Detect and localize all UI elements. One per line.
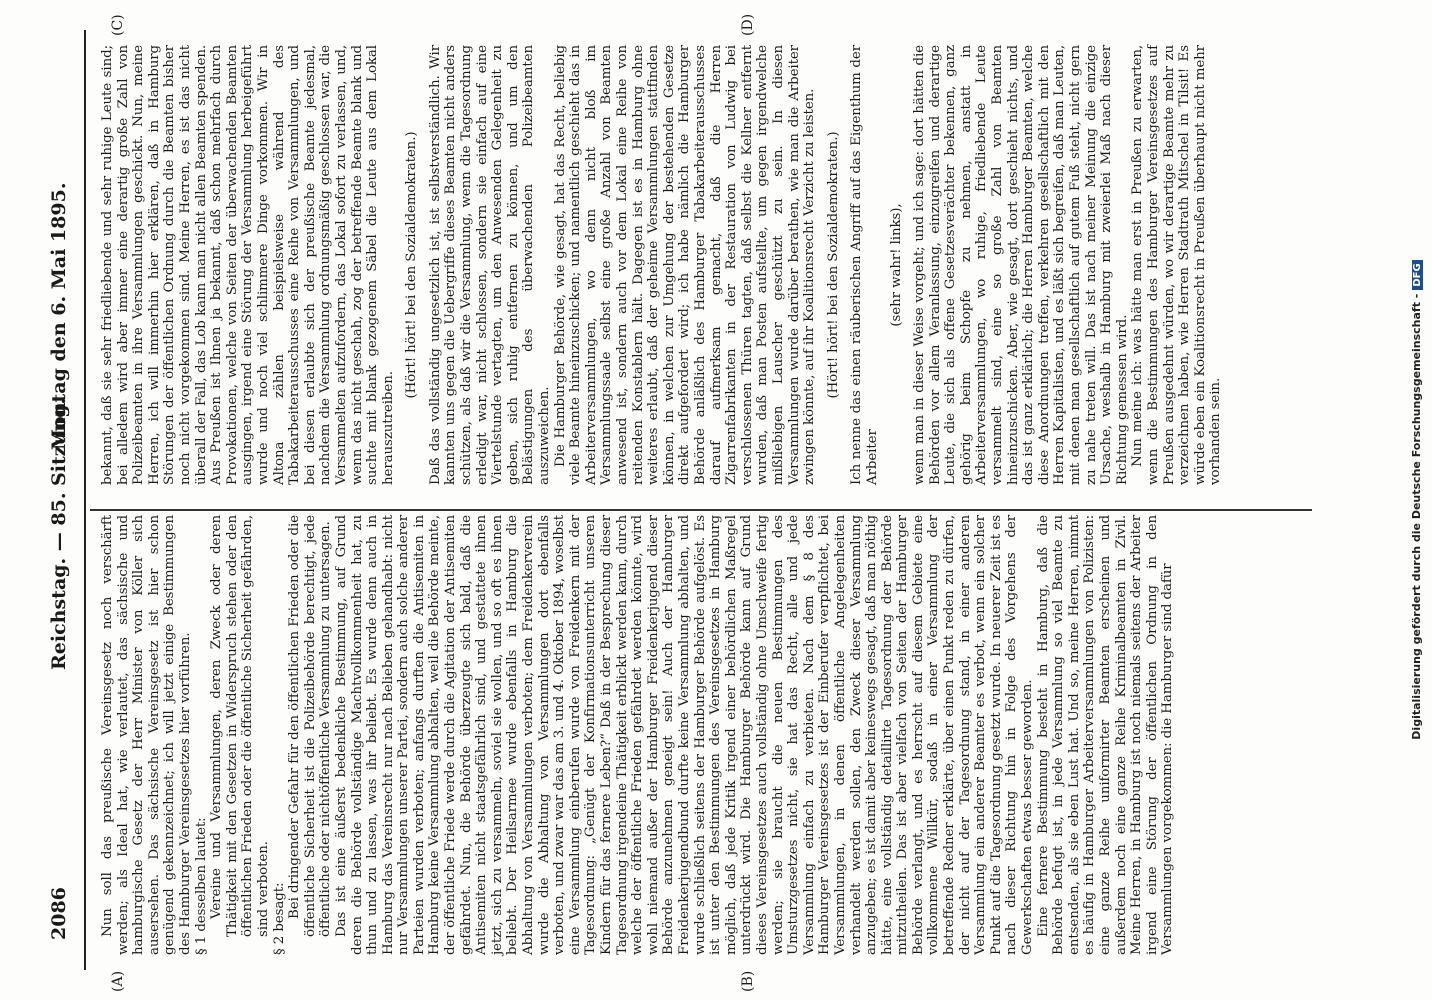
marker-c: (C) [110, 14, 126, 36]
marker-d: (D) [740, 13, 756, 36]
paragraph: Die Hamburger Behörde, wie gesagt, hat das Recht, beliebig viele Beamte hineinzuschicken; und namentlich geschieht das in Arbeiterversammlungen, wo denn nicht bloß im Versammlungssaale selbst eine große Anzahl von Beamten anwesend ist, sondern auch vor dem Lokal eine Reihe von reitenden Konstablern hält. Dagegen ist es in Hamburg ohne weiteres erlaubt, daß der geheime Versammlungen stattfinden können, in welchen zur Umgehung der bestehenden Gesetze direkt aufgefordert wird; ich habe nämlich die Hamburger Behörde anläßlich des Hamburger Tabakarbeiterausschusses darauf aufmerksam gemacht, daß die Herren Zigarrenfabrikanten in der Restauration von Ludwig bei verschlossenen Thüren tagten, daß selbst die Kellner entfernt wurden, daß man Posten aufstellte, um gegen irgendwelche mißliebigen Lauscher geschützt zu sein. In diesen Versammlungen wurde darüber berathen, wie man die Arbeiter zwingen könnte, auf ihr Koalitionsrecht Verzicht zu leisten. [552, 45, 818, 485]
paragraph: bekannt, daß sie sehr friedliebende und sehr ruhige Leute sind; bei alledem wird aber immer eine derartig große Zahl von Polizeibeamten in ihre Versammlungen geschickt. Nun, meine Herren, ich will immerhin hier erklären, daß in Hamburg Störungen der öffentlichen Ordnung durch die Beamten bisher noch nicht vorgekommen sind. Meine Herren, es ist das nicht überall der Fall, das Lob kann man nicht allen Beamten spenden. Aus Preußen ist Ihnen ja bekannt, daß schon mehrfach durch Provokationen, welche von Seiten der überwachenden Beamten ausgingen, irgend eine Störung der Versammlung herbeigeführt wurde und noch viel schlimmere Dinge vorkommen. Wir in Altona zählen beispielsweise während des Tabakarbeiterausschusses eine Reihe von Versammlungen, und bei diesen erlaubte sich der preußische Beamte jedesmal, nachdem die Versammlung ordnungsmäßig geschlossen war, die Versammelten aufzufordern, das Lokal sofort zu verlassen, und, wenn das nicht geschah, zog der betreffende Beamte blank und suchte mit blank gezogenem Säbel die Leute aus dem Lokal herauszutreiben. [100, 45, 396, 485]
paragraph: Daß das vollständig ungesetzlich ist, ist selbstverständlich. Wir kannten uns gegen die Uebergriffe dieses Beamten nicht anders schützen, als daß wir die Versammlung, wenn die Tagesordnung erledigt war, nicht schlossen, sondern sie einfach auf eine Viertelstunde vertagten, um den Anwesenden Gelegenheit zu geben, sich ruhig entfernen zu können, und um den Belästigungen des überwachenden Polizeibeamten auszuweichen. [427, 45, 553, 485]
paragraph: (Hört! hört! bei den Sozialdemokraten.) [825, 131, 841, 399]
paragraph: wenn man in dieser Weise vorgeht; und ich sage: dort hätten die Behörden vor allem Veranlassung, einzugreifen und derartige Leute, die sich als offene Gesetzesverächter bekennen, ganz gehörig beim Schopfe zu nehmen, anstatt in Arbeiterversammlungen, wo ruhige, friedliebende Leute versammelt sind, eine so große Zahl von Beamten hineinzuschicken. Aber, wie gesagt, dort geschieht nichts, und das ist ganz erklärlich; die Herren Hamburger Beamten, welche diese Anordnungen treffen, verkehren gesellschaftlich mit den Herren Kapitalisten, und es läßt sich begreifen, daß man Leuten, mit denen man gesellschaftlich auf gutem Fuß steht, nicht gern zu nahe treten will. Das ist nach meiner Meinung die einzige Ursache, weshalb in Hamburg mit zweierlei Maß nach dieser Richtung gemessen wird. [912, 45, 1130, 485]
page-number: 2086 [48, 887, 70, 940]
marker-b: (B) [740, 970, 756, 992]
paragraph: Nun meine ich: was hätte man erst in Preußen zu erwarten, wenn die Bestimmungen des Hamburger Vereinsgesetzes auf Preußen ausgedehnt würden, wo wir derartige Beamte mehr zu verzeichnen haben, wie Herren Stadtrath Mitschel in Tilsit! Es würde eben ein Koalitionsrecht in Preußen überhaupt nicht mehr vorhanden sein. [1130, 45, 1224, 485]
paragraph: Nun soll das preußische Vereinsgesetz noch verschärft werden; als Ideal hat, wie verlautet, das sächsische und hamburgische Gesetz der Herr Minister von Köller sich ausersehen. Das sächsische Vereinsgesetz ist hier schon genügend gekennzeichnet; ich will jetzt einige Bestimmungen des Hamburger Vereinsgesetzes hier vorführen. [100, 515, 193, 955]
paragraph: Bei dringender Gefahr für den öffentlichen Frieden oder die öffentliche Sicherheit ist die Polizeibehörde berechtigt, jede öffentliche oder nichtöffentliche Versammlung zu untersagen. [287, 515, 334, 937]
left-column [100, 515, 1176, 955]
paragraph: Ich nenne das einen räuberischen Angriff auf das Eigenthum der Arbeiter [849, 45, 880, 485]
paragraph: Das ist eine äußerst bedenkliche Bestimmung, auf Grund deren die Behörde vollständige Machtvollkommenheit hat, zu thun und zu lassen, was ihr beliebt. Es wurde denn auch in Hamburg das Vereinsrecht nur nach Belieben gehandhabt: nicht nur Versammlungen unserer Partei, sondern auch solche anderer Parteien wurden verboten; anfangs durften die Antisemiten in Hamburg keine Versammlung abhalten, weil die Behörde meinte, der öffentliche Friede werde durch die Agitation der Antisemiten gefährdet. Nun, die Behörde überzeugte sich bald, daß die Antisemiten nicht staatsgefährlich sind, und gestattete ihnen jetzt, sich zu versammeln, soviel sie wollen, und so oft es ihnen beliebt. Der Heilsarmee wurde ebenfalls in Hamburg die Abhaltung von Versammlungen verboten; dem Freidenkerverein wurde die Abhaltung von Versammlungen dort ebenfalls verboten, und zwar war das am 3. und 4. Oktober 1894, woselbst eine Versammlung einberufen wurde von Freidenkern mit der Tagesordnung: „Genügt der Konfirmationsunterricht unseren Kindern für das fernere Leben?“ Daß in der Besprechung dieser Tagesordnung irgendeine Thätigkeit erblickt werden kann, durch welche der öffentliche Frieden gefährdet werden könnte, wird wohl niemand außer der Hamburger Freidenkerjugend dieser Behörde anzunehmen geneigt sein! Auch der Hamburger Freidenkerjugendbund durfte keine Versammlung abhalten, und wurde schließlich seitens der Hamburger Behörde aufgelöst. Es ist unter den Bestimmungen des Vereinsgesetzes in Hamburg möglich, daß jede Kritik irgend einer behördlichen Maßregel unterdrückt wird. Die Hamburger Behörde kann auf Grund dieses Vereinsgesetzes auch vollständig ohne Umschweife fertig werden; sie braucht die neuen Bestimmungen des Umsturzgesetzes nicht, sie hat das Recht, alle und jede Versammlung einfach zu verbieten. Nach dem § 8 des Hamburger Vereinsgesetzes ist der Einberufer verpflichtet, bei Versammlungen, in denen öffentliche Angelegenheiten verhandelt werden sollen, den Zweck dieser Versammlung anzugeben; es ist damit aber keineswegs gesagt, daß man nöthig hätte, eine vollständig detaillirte Tagesordnung der Behörde mitzutheilen. Das ist aber vielfach von Seiten der Hamburger Behörde verlangt, und es herrscht auf diesem Gebiete eine vollkommene Willkür, sodaß in einer Versammlung der betreffende Redner erklärte, über einen Punkt reden zu dürfen, der nicht auf der Tagesordnung stand, in einer anderen Versammlung ein anderer Beamter es verbot, wenn ein solcher Punkt auf die Tagesordnung gesetzt wurde. In neuerer Zeit ist es nach dieser Richtung hin in Folge des Vorgehens der Gewerkschaften etwas besser geworden. [333, 515, 1036, 955]
header-rule [84, 30, 86, 970]
session-date: Montag den 6. Mai 1895. [48, 182, 70, 450]
page-header [40, 30, 80, 970]
paragraph: § 2 besagt: [271, 882, 287, 955]
funding-text: Digitalisierung gefördert durch die Deutsche Forschungsgemeinschaft - [1410, 293, 1423, 740]
column-divider [90, 509, 1312, 511]
dfg-logo: DFG [1412, 260, 1423, 289]
marker-a: (A) [110, 970, 126, 992]
session-title: Reichstag. — 85. Sitzung. [48, 397, 70, 670]
paragraph: Eine fernere Bestimmung besteht in Hamburg, daß die Behörde befugt ist, in jede Versammlung so viel Beamte zu entsenden, als sie eben Lust hat. Und so, meine Herren, nimmt es häufig in Hamburger Arbeiterversammlungen von Polizisten: eine ganze Reihe uniformirter Beamten erscheinen und außerdem noch eine ganze Reihe Kriminalbeamten in Zivil. Meine Herren, in Hamburg ist noch niemals seitens der Arbeiter irgend eine Störung der öffentlichen Ordnung in den Versammlungen vorgekommen: die Hamburger sind dafür [1035, 515, 1176, 955]
paragraph: (Hört! hört! bei den Sozialdemokraten.) [404, 131, 420, 399]
paragraph: § 1 desselben lautet: [193, 817, 209, 955]
paragraph: (sehr wahr! links), [888, 203, 904, 327]
paragraph: Vereine und Versammlungen, deren Zweck oder deren Thätigkeit mit den Gesetzen in Widerspruch stehen oder den öffentlichen Frieden oder die öffentliche Sicherheit gefährden, sind verboten. [209, 515, 271, 937]
funding-note [1410, 0, 1423, 1000]
right-column [100, 45, 1224, 485]
